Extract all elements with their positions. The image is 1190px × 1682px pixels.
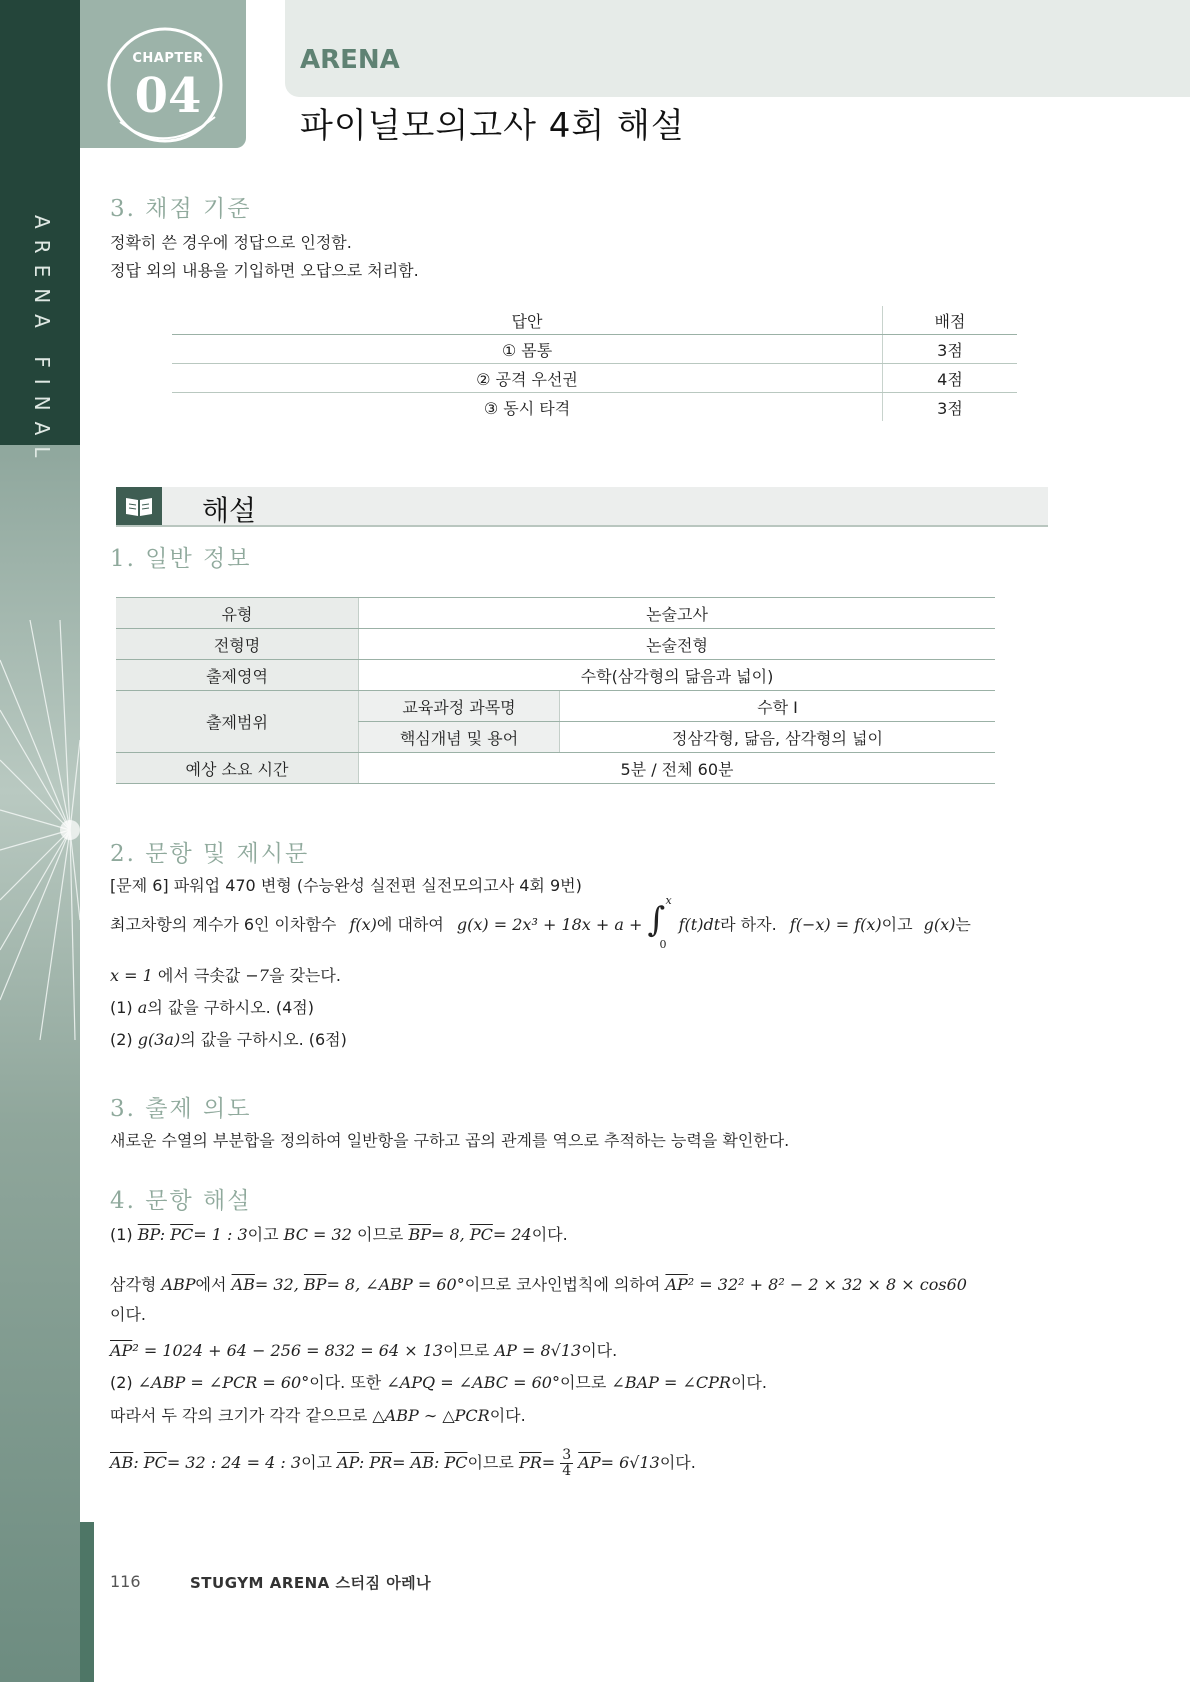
score-table: [172, 306, 1017, 421]
text-run: 의 값을 구하시오. (4점): [147, 998, 314, 1017]
text-run: 이고: [301, 1453, 333, 1472]
text-run: 는: [955, 915, 971, 934]
table-sublabel-cell: 핵심개념 및 용어: [359, 722, 560, 753]
text-run: (2): [110, 1030, 133, 1049]
explanation-title: 해설: [202, 494, 257, 527]
question-2: [110, 1027, 347, 1050]
text-run: 이므로: [467, 1453, 514, 1472]
solution-line: [110, 1370, 767, 1393]
solution-line: [110, 1448, 696, 1479]
segment: $\overline{PR}$: [518, 1453, 542, 1472]
table-row: [116, 629, 995, 660]
segment: $\overline{BP}$: [303, 1275, 327, 1294]
math-expr: = 32,: [254, 1275, 299, 1294]
table-header-row: [172, 306, 1017, 335]
text-run: (1): [110, 1225, 133, 1244]
segment: $\overline{BP}$: [137, 1225, 160, 1244]
text-run: 이고: [881, 915, 913, 934]
table-label-cell: 유형: [116, 598, 359, 629]
segment: $\overline{AP}$: [578, 1453, 601, 1472]
math-expr: = 8,: [326, 1275, 361, 1294]
footer-brand: STUGYM ARENA 스터짐 아레나: [190, 1574, 432, 1592]
open-book-icon: [116, 487, 162, 525]
text-run: 삼각형: [110, 1275, 157, 1294]
side-vertical-label: ARENA FINAL: [30, 215, 54, 469]
general-info-title: 1. 일반 정보: [110, 546, 252, 572]
table-header-cell: 답안: [172, 306, 883, 335]
integral-symbol: [647, 893, 674, 951]
text-run: 이고: [247, 1225, 279, 1244]
segment: $\overline{PC}$: [469, 1225, 493, 1244]
text-run: (1): [110, 998, 133, 1017]
math-expr: AP = 8√13: [494, 1341, 582, 1360]
brand-label: ARENA: [300, 45, 400, 75]
intent-title: 3. 출제 의도: [110, 1096, 252, 1122]
table-header-cell: 배점: [883, 306, 1018, 335]
table-cell: 논술전형: [359, 629, 996, 660]
solution-title: 4. 문항 해설: [110, 1188, 252, 1214]
question-1: [110, 995, 314, 1018]
math-expr: =: [541, 1453, 556, 1472]
math-expr: :: [358, 1453, 365, 1472]
solution-line: [110, 1403, 526, 1426]
math-expr: = 1 : 3: [193, 1225, 248, 1244]
segment: $\overline{PC}$: [170, 1225, 194, 1244]
text-run: 에 대하여: [376, 915, 444, 934]
math-expr: :: [133, 1453, 139, 1472]
segment: $\overline{AB}$: [231, 1275, 255, 1294]
table-cell: ① 몸통: [172, 335, 883, 364]
solution-line: [110, 1222, 568, 1245]
segment: $\overline{AB}$: [410, 1453, 434, 1472]
math-expr: =: [392, 1453, 406, 1472]
table-cell: 3점: [883, 335, 1018, 364]
segment: $\overline{AP}$: [665, 1275, 688, 1294]
solution-line: 이다.: [110, 1305, 146, 1324]
table-row: [172, 393, 1017, 422]
table-cell: 정삼각형, 닮음, 삼각형의 넓이: [560, 722, 996, 753]
table-cell: 4점: [883, 364, 1018, 393]
table-label-cell: 출제영역: [116, 660, 359, 691]
shatter-burst-graphic: [0, 620, 80, 1040]
fraction-numerator: 3: [562, 1447, 572, 1463]
text-run: 이므로: [443, 1341, 490, 1360]
general-info-table: [116, 597, 995, 784]
math-expr: = 24: [492, 1225, 532, 1244]
text-run: 이다.: [489, 1406, 526, 1425]
page-number: 116: [110, 1572, 141, 1591]
math-expr: ∠APQ = ∠ABC = 60°: [386, 1373, 560, 1392]
math-expr: :: [159, 1225, 166, 1244]
math-expr: x = 1: [110, 966, 153, 985]
math-expr: a: [137, 998, 148, 1017]
solution-line: [110, 1272, 967, 1295]
segment: $\overline{AP}$: [110, 1341, 133, 1360]
text-run: 이므로: [559, 1373, 607, 1392]
table-sublabel-cell: 교육과정 과목명: [359, 691, 560, 722]
problem-statement-line: [110, 893, 971, 951]
table-row: [116, 660, 995, 691]
text-run: 이다.: [531, 1225, 568, 1244]
math-expr: △ABP ∼ △PCR: [372, 1406, 490, 1425]
math-expr: ABP: [161, 1275, 196, 1294]
intent-text: 새로운 수열의 부분합을 정의하여 일반항을 구하고 곱의 관계를 역으로 추적하는 능력을 확인한다.: [110, 1131, 790, 1150]
problem-title: 2. 문항 및 제시문: [110, 841, 310, 867]
fraction: [560, 1448, 573, 1479]
math-expr: g(x): [923, 915, 956, 934]
segment: $\overline{AP}$: [337, 1453, 359, 1472]
text-run: 이다. 또한: [309, 1373, 382, 1392]
fraction-denominator: 4: [562, 1463, 572, 1479]
text-run: 6인 이차함수: [243, 915, 337, 934]
math-expr: = 8,: [430, 1225, 465, 1244]
table-row: [172, 364, 1017, 393]
text-run: 을 갖는다.: [268, 966, 341, 985]
segment: $\overline{PC}$: [143, 1453, 167, 1472]
text-run: 이다.: [659, 1453, 696, 1472]
chapter-label: CHAPTER: [132, 51, 204, 66]
segment: $\overline{PC}$: [444, 1453, 468, 1472]
math-expr: BC = 32: [283, 1225, 352, 1244]
table-cell: ③ 동시 타격: [172, 393, 883, 422]
solution-line: [110, 1338, 617, 1361]
text-run: 이다.: [581, 1341, 618, 1360]
table-cell: 수학(삼각형의 닮음과 넓이): [359, 660, 996, 691]
grading-line: 정답 외의 내용을 기입하면 오답으로 처리함.: [110, 261, 419, 280]
text-run: 이다.: [730, 1373, 767, 1392]
math-expr: ∠ABP = 60°: [365, 1275, 465, 1294]
math-expr: ∠BAP = ∠CPR: [611, 1373, 731, 1392]
math-expr: f(x): [349, 915, 377, 934]
chapter-number: 04: [134, 68, 202, 124]
math-expr: g(3a): [137, 1030, 181, 1049]
math-expr: −7: [245, 966, 269, 985]
table-row: [172, 335, 1017, 364]
grading-title: 3. 채점 기준: [110, 196, 252, 222]
segment: $\overline{AB}$: [110, 1453, 134, 1472]
table-row: [116, 598, 995, 629]
text-run: 따라서 두 각의 크기가 각각 같으므로: [110, 1406, 368, 1425]
text-run: (2): [110, 1373, 133, 1392]
table-row: [116, 753, 995, 784]
page-edge-tab: [80, 1522, 94, 1682]
math-expr: ² = 1024 + 64 − 256 = 832 = 64 × 13: [132, 1341, 444, 1360]
table-row: [116, 691, 995, 722]
text-run: 의 값을 구하시오. (6점): [180, 1030, 347, 1049]
math-expr: g(x) = 2x³ + 18x + a +: [456, 915, 643, 934]
math-expr: :: [433, 1453, 440, 1472]
integral-upper-bound: x: [665, 893, 672, 907]
integral-lower-bound: 0: [659, 937, 667, 951]
text-run: 이므로 코사인법칙에 의하여: [464, 1275, 661, 1294]
header-bar: [285, 0, 1190, 97]
table-cell: 3점: [937, 398, 963, 418]
text-run: 이므로: [356, 1225, 404, 1244]
math-expr: = 6√13: [600, 1453, 660, 1472]
table-cell: ② 공격 우선권: [172, 364, 883, 393]
problem-statement-line: [110, 963, 341, 986]
table-cell: 수학 I: [560, 691, 996, 722]
grading-line: 정확히 쓴 경우에 정답으로 인정함.: [110, 233, 352, 252]
table-label-cell: 예상 소요 시간: [116, 753, 359, 784]
math-expr: f(t)dt: [678, 915, 721, 934]
math-expr: ∠ABP = ∠PCR = 60°: [137, 1373, 310, 1392]
text-run: 최고차항의 계수가: [110, 915, 239, 934]
problem-source: [문제 6] 파워업 470 변형 (수능완성 실전편 실전모의고사 4회 9번): [110, 876, 582, 895]
table-cell: 5분 / 전체 60분: [359, 753, 996, 784]
text-run: 에서: [195, 1275, 227, 1294]
text-run: 에서 극솟값: [157, 966, 241, 985]
segment: $\overline{PR}$: [369, 1453, 393, 1472]
math-expr: f(−x) = f(x): [789, 915, 882, 934]
page-title: 파이널모의고사 4회 해설: [300, 106, 685, 146]
table-label-cell: 출제범위: [116, 691, 359, 753]
math-expr: = 32 : 24 = 4 : 3: [166, 1453, 302, 1472]
table-cell: 논술고사: [359, 598, 996, 629]
text-run: 라 하자.: [720, 915, 777, 934]
segment: $\overline{BP}$: [408, 1225, 431, 1244]
integral-sign: ∫: [647, 899, 666, 940]
math-expr: ² = 32² + 8² − 2 × 32 × 8 × cos60: [687, 1275, 967, 1294]
table-label-cell: 전형명: [116, 629, 359, 660]
